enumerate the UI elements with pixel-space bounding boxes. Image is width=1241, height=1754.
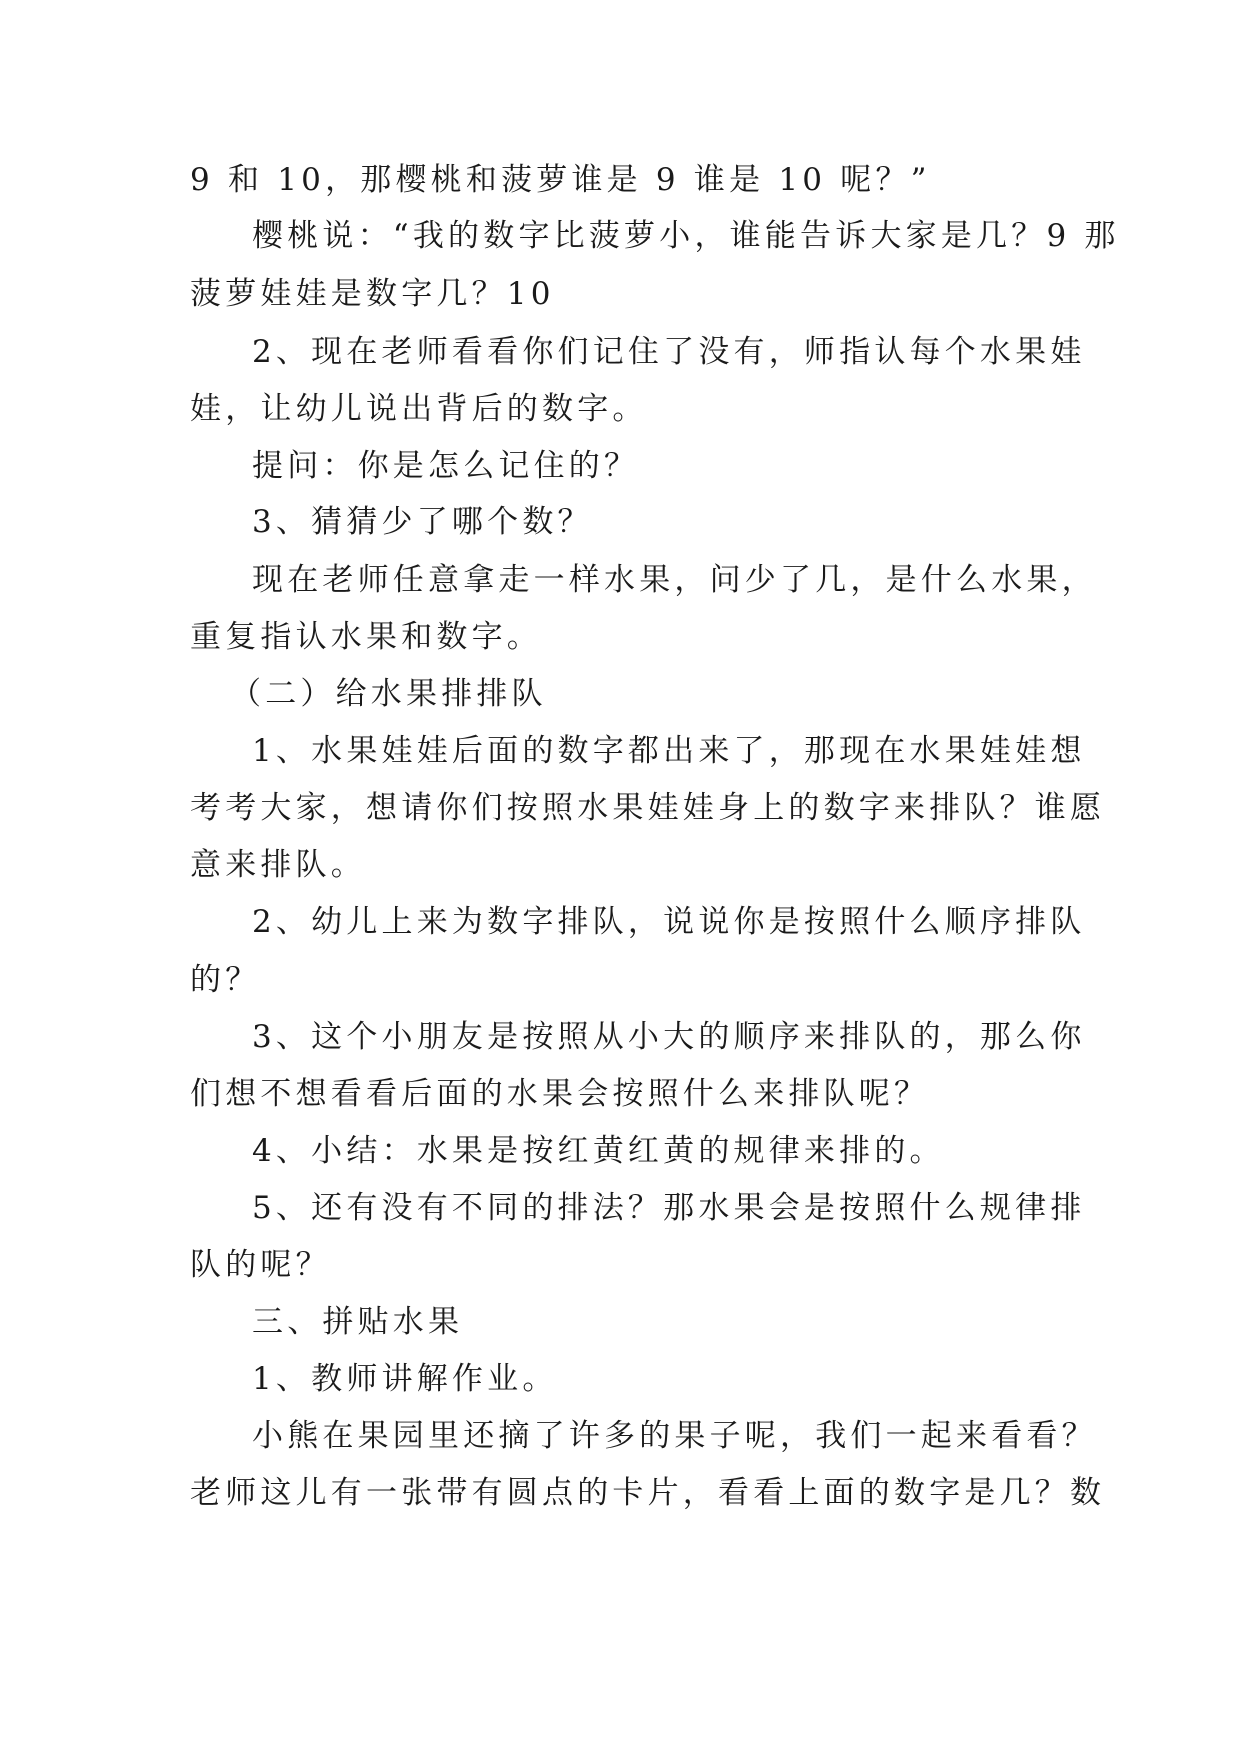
text-line: 意来排队。 — [190, 847, 366, 883]
text-line: 9 和 10，那樱桃和菠萝谁是 9 谁是 10 呢？” — [190, 162, 931, 198]
text-line: 1、水果娃娃后面的数字都出来了，那现在水果娃娃想 — [252, 733, 1086, 769]
text-line: 5、还有没有不同的排法？那水果会是按照什么规律排 — [252, 1190, 1086, 1226]
text-line: 老师这儿有一张带有圆点的卡片，看看上面的数字是几？数 — [190, 1475, 1106, 1511]
text-line: 3、猜猜少了哪个数？ — [252, 504, 593, 540]
section-heading: （二）给水果排排队 — [230, 676, 547, 712]
section-heading: 三、拼贴水果 — [252, 1304, 464, 1340]
text-line: 队的呢？ — [190, 1247, 331, 1283]
text-line: 考考大家，想请你们按照水果娃娃身上的数字来排队？谁愿 — [190, 790, 1106, 826]
text-line: 2、现在老师看看你们记住了没有，师指认每个水果娃 — [252, 334, 1086, 370]
text-line: 4、小结：水果是按红黄红黄的规律来排的。 — [252, 1133, 945, 1169]
text-line: 菠萝娃娃是数字几？10 — [190, 276, 555, 312]
text-line: 提问：你是怎么记住的？ — [252, 448, 640, 484]
text-line: 小熊在果园里还摘了许多的果子呢，我们一起来看看？ — [252, 1418, 1097, 1454]
text-line: 的？ — [190, 962, 261, 998]
text-line: 现在老师任意拿走一样水果，问少了几，是什么水果， — [252, 562, 1097, 598]
text-line: 2、幼儿上来为数字排队，说说你是按照什么顺序排队 — [252, 904, 1086, 940]
text-line: 娃，让幼儿说出背后的数字。 — [190, 391, 648, 427]
text-line: 1、教师讲解作业。 — [252, 1361, 558, 1397]
text-line: 3、这个小朋友是按照从小大的顺序来排队的，那么你 — [252, 1019, 1086, 1055]
text-line: 重复指认水果和数字。 — [190, 619, 542, 655]
text-line: 们想不想看看后面的水果会按照什么来排队呢？ — [190, 1076, 930, 1112]
text-line: 樱桃说：“我的数字比菠萝小，谁能告诉大家是几？9 那 — [252, 218, 1120, 254]
